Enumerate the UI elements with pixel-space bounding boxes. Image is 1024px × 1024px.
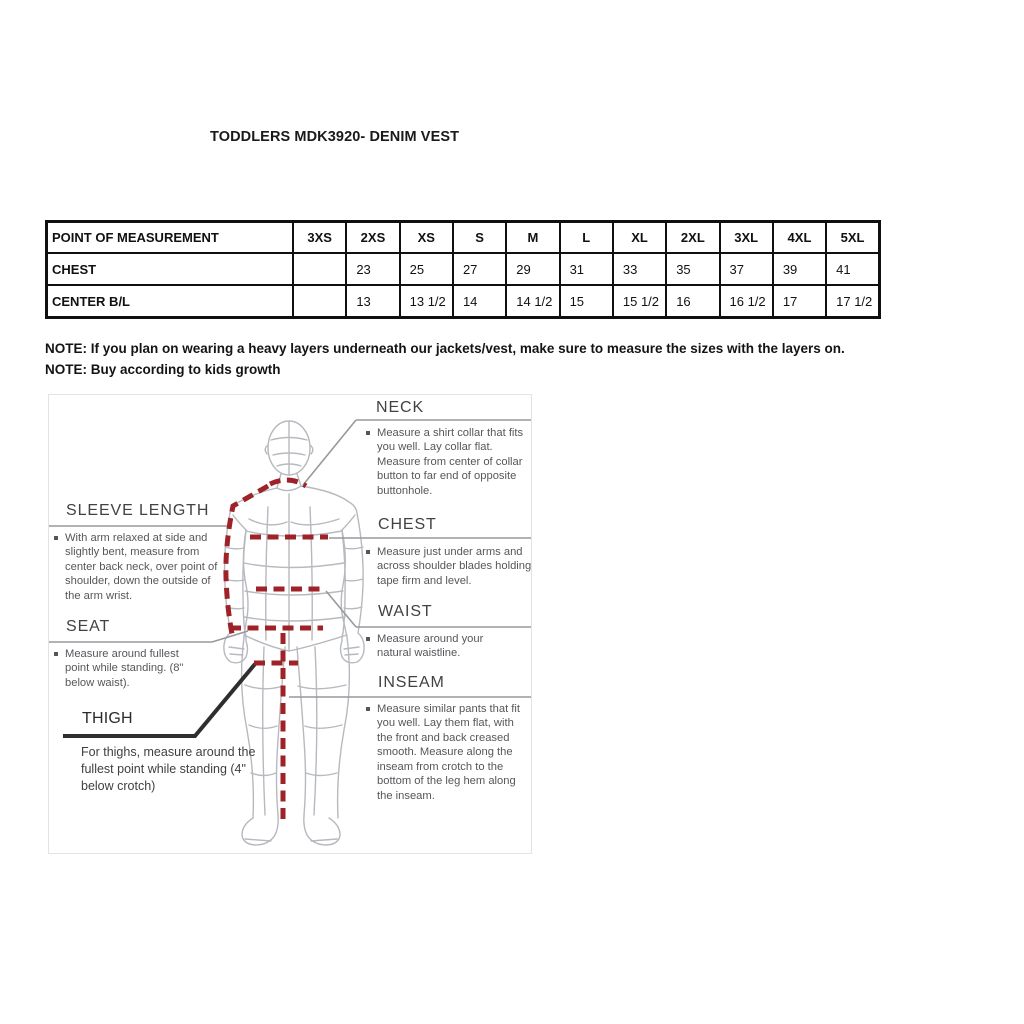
size-value-cell: 23 (346, 253, 399, 285)
bullet-square-icon (366, 637, 370, 641)
row-label: CENTER B/L (47, 285, 294, 318)
guide-body-sleeve-length: With arm relaxed at side and slightly bent, measure from center back neck, over point of shoulder, down the outside of the arm wrist. (65, 532, 218, 602)
size-value-cell: 16 1/2 (720, 285, 773, 318)
guide-text-chest (366, 545, 536, 588)
size-value-cell: 39 (773, 253, 826, 285)
column-header-size: 5XL (826, 222, 879, 254)
guide-text-neck (366, 426, 530, 498)
guide-text-sleeve-length (54, 531, 218, 603)
guide-title-chest: CHEST (378, 516, 437, 533)
page-title: TODDLERS MDK3920- DENIM VEST (210, 129, 460, 145)
size-value-cell: 13 1/2 (400, 285, 453, 318)
bullet-square-icon (366, 707, 370, 711)
size-value-cell: 14 1/2 (506, 285, 559, 318)
size-value-cell: 33 (613, 253, 666, 285)
size-value-cell: 13 (346, 285, 399, 318)
size-value-cell: 16 (666, 285, 719, 318)
neck-leader-line (303, 420, 356, 485)
size-value-cell: 31 (560, 253, 613, 285)
column-header-size: XS (400, 222, 453, 254)
size-value-cell: 15 (560, 285, 613, 318)
guide-section-waist (378, 603, 433, 621)
size-value-cell: 17 1/2 (826, 285, 879, 318)
size-value-cell: 25 (400, 253, 453, 285)
size-value-cell: 27 (453, 253, 506, 285)
guide-body-chest: Measure just under arms and across shoulder blades holding tape firm and level. (377, 546, 532, 587)
table-row (47, 253, 880, 285)
guide-body-thigh: For thighs, measure around the fullest point while standing (4" below crotch) (81, 745, 256, 793)
guide-title-waist: WAIST (378, 603, 433, 620)
table-header-row (47, 222, 880, 254)
guide-text-seat (54, 647, 206, 690)
size-value-cell: 37 (720, 253, 773, 285)
guide-body-waist: Measure around your natural waistline. (377, 633, 484, 660)
column-header-size: XL (613, 222, 666, 254)
guide-text-inseam (366, 702, 532, 803)
guide-body-neck: Measure a shirt collar that fits you well. Lay collar flat. Measure from center of collar button to far end of opposite buttonhole. (377, 427, 524, 497)
guide-text-waist (366, 632, 518, 661)
column-header-size: 3XS (293, 222, 346, 254)
guide-title-seat: SEAT (66, 618, 111, 635)
guide-title-neck: NECK (376, 399, 425, 416)
guide-section-chest (378, 516, 437, 534)
guide-section-thigh (82, 710, 133, 728)
size-value-cell (293, 253, 346, 285)
size-value-cell: 17 (773, 285, 826, 318)
column-header-size: M (506, 222, 559, 254)
column-header-size: 3XL (720, 222, 773, 254)
table-row (47, 285, 880, 318)
guide-section-neck (376, 399, 424, 417)
note-line-1: NOTE: If you plan on wearing a heavy layers underneath our jackets/vest, make sure to measure the sizes with the layers on. (45, 341, 845, 356)
size-value-cell: 15 1/2 (613, 285, 666, 318)
guide-section-inseam (378, 674, 445, 692)
column-header-size: S (453, 222, 506, 254)
guide-section-sleeve-length (66, 502, 209, 520)
guide-title-sleeve-length: SLEEVE LENGTH (66, 502, 210, 519)
column-header-size: 2XL (666, 222, 719, 254)
size-value-cell: 41 (826, 253, 879, 285)
row-label: CHEST (47, 253, 294, 285)
guide-text-thigh (81, 744, 269, 795)
bullet-square-icon (366, 550, 370, 554)
column-header-size: L (560, 222, 613, 254)
size-value-cell: 35 (666, 253, 719, 285)
column-header-measurement: POINT OF MEASUREMENT (47, 222, 294, 254)
guide-title-inseam: INSEAM (378, 674, 445, 691)
size-value-cell (293, 285, 346, 318)
size-table (45, 220, 881, 319)
column-header-size: 4XL (773, 222, 826, 254)
guide-section-seat (66, 618, 110, 636)
size-value-cell: 14 (453, 285, 506, 318)
note-line-2: NOTE: Buy according to kids growth (45, 361, 281, 377)
bullet-square-icon (54, 536, 58, 540)
guide-body-inseam: Measure similar pants that fit you well. Lay them flat, with the front and back creased smooth. Measure along the inseam from crotch to the bottom of the leg hem along the inseam. (377, 703, 521, 802)
bullet-square-icon (54, 652, 58, 656)
measurement-diagram (48, 394, 532, 854)
guide-title-thigh: THIGH (82, 710, 133, 727)
bullet-square-icon (366, 431, 370, 435)
column-header-size: 2XS (346, 222, 399, 254)
notes-block (45, 339, 845, 380)
size-value-cell: 29 (506, 253, 559, 285)
sleeve-measure-line (226, 486, 268, 634)
guide-body-seat: Measure around fullest point while standing. (8" below waist). (65, 648, 184, 689)
